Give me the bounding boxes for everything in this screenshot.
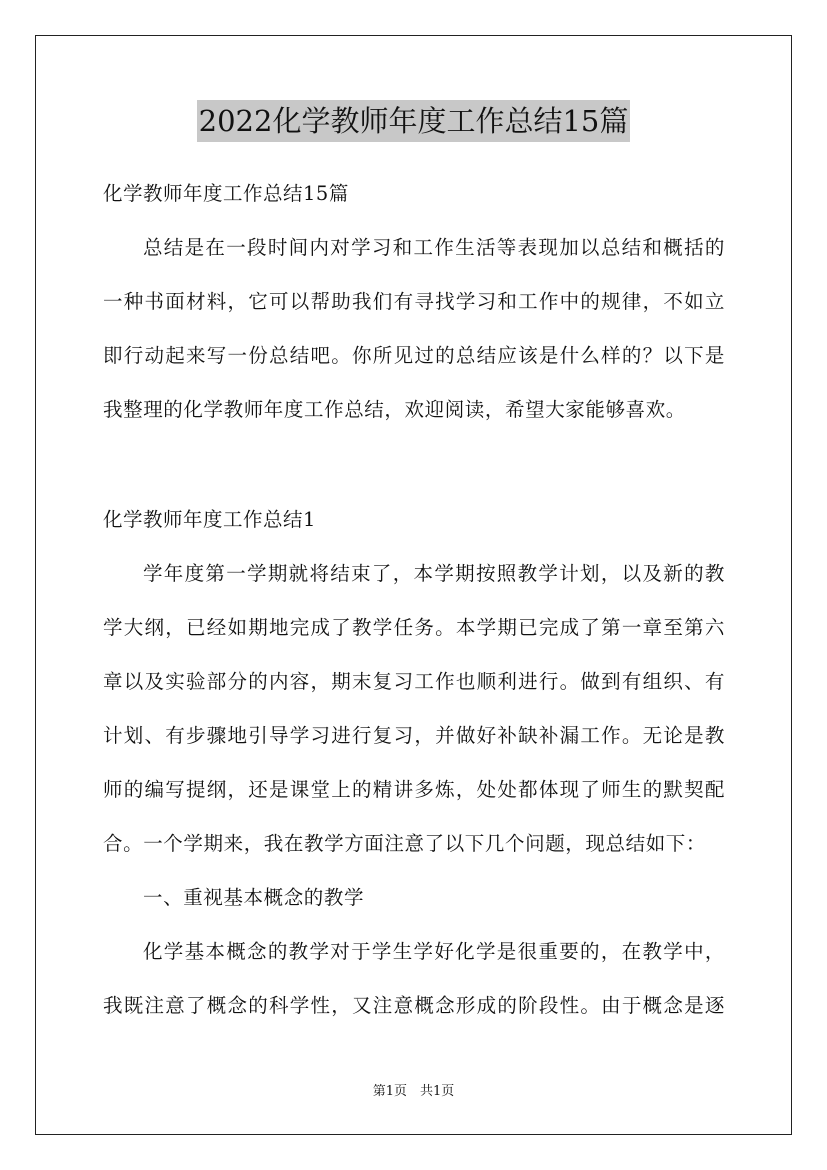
point-line: 化学基本概念的教学对于学生学好化学是很重要的，在教学中， <box>143 940 725 963</box>
section-line: 计划、有步骤地引导学习进行复习，并做好补缺补漏工作。无论是教 <box>103 724 725 747</box>
intro-line: 一种书面材料，它可以帮助我们有寻找学习和工作中的规律，不如立 <box>103 290 725 313</box>
point-heading: 一、重视基本概念的教学 <box>143 886 365 909</box>
intro-line: 我整理的化学教师年度工作总结，欢迎阅读，希望大家能够喜欢。 <box>103 398 686 421</box>
title-container <box>0 100 827 142</box>
section-line: 学年度第一学期就将结束了，本学期按照教学计划，以及新的教 <box>143 562 725 585</box>
section-heading: 化学教师年度工作总结1 <box>103 508 316 531</box>
section-line: 章以及实验部分的内容，期末复习工作也顺利进行。做到有组织、有 <box>103 670 725 693</box>
point-line: 我既注意了概念的科学性，又注意概念形成的阶段性。由于概念是逐 <box>103 994 725 1017</box>
document-title: 2022化学教师年度工作总结15篇 <box>197 100 631 142</box>
section-line: 学大纲，已经如期地完成了教学任务。本学期已完成了第一章至第六 <box>103 616 725 639</box>
page-number-footer: 第1页 共1页 <box>372 1084 455 1099</box>
intro-line: 总结是在一段时间内对学习和工作生活等表现加以总结和概括的 <box>143 236 725 259</box>
document-subtitle: 化学教师年度工作总结15篇 <box>103 182 349 205</box>
section-line: 合。一个学期来，我在教学方面注意了以下几个问题，现总结如下： <box>103 832 707 855</box>
intro-line: 即行动起来写一份总结吧。你所见过的总结应该是什么样的？以下是 <box>103 344 725 367</box>
section-line: 师的编写提纲，还是课堂上的精讲多炼，处处都体现了师生的默契配 <box>103 778 725 801</box>
